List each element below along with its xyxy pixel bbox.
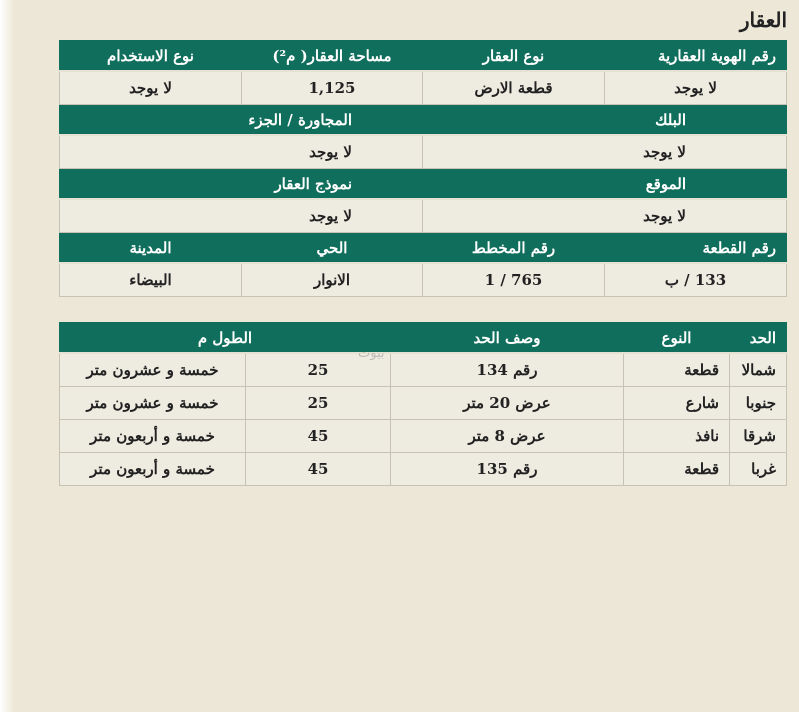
cell-length-number: 45 xyxy=(246,453,391,486)
header-property-type: نوع العقار xyxy=(423,41,605,72)
header-district: الحي xyxy=(242,233,423,264)
cell-type: قطعة xyxy=(624,353,730,387)
header-property-model: نموذج العقار xyxy=(60,169,423,200)
cell-length-words: خمسة و أربعون متر xyxy=(59,453,245,486)
header-location: الموقع xyxy=(423,169,787,200)
cell-boundary: شمالا xyxy=(730,353,787,387)
header-block: البلك xyxy=(423,105,787,136)
value-plot-number: 133 / ب xyxy=(605,263,787,297)
header-property-area: مساحة العقار( م²) xyxy=(242,41,423,72)
table-row xyxy=(59,353,786,387)
cell-boundary: غربا xyxy=(730,453,787,486)
header-usage-type: نوع الاستخدام xyxy=(60,41,242,72)
value-usage-type: لا يوجد xyxy=(60,71,242,105)
cell-description: رقم 135 xyxy=(391,453,624,486)
property-value-row-3 xyxy=(60,199,787,233)
cell-length-number: 45 xyxy=(246,420,391,453)
value-neighborhood-part: لا يوجد xyxy=(60,135,423,169)
cell-description: عرض 20 متر xyxy=(391,387,624,420)
header-property-id: رقم الهوية العقارية xyxy=(605,41,787,72)
cell-boundary: شرقا xyxy=(730,420,787,453)
boundaries-header-row xyxy=(59,323,786,354)
value-property-area: 1,125 xyxy=(242,71,423,105)
watermark-logo: بيوت xyxy=(358,346,385,361)
cell-length-number: 25 xyxy=(246,353,391,387)
cell-length-words: خمسة و عشرون متر xyxy=(59,353,245,387)
header-boundary: الحد xyxy=(730,323,787,354)
property-value-row-4 xyxy=(60,263,787,297)
cell-type: نافذ xyxy=(624,420,730,453)
value-property-id: لا يوجد xyxy=(605,71,787,105)
table-row xyxy=(59,420,786,453)
header-boundary-description: وصف الحد xyxy=(391,323,624,354)
table-row xyxy=(59,387,786,420)
property-header-row-2 xyxy=(60,105,787,136)
cell-type: قطعة xyxy=(624,453,730,486)
header-neighborhood-part: المجاورة / الجزء xyxy=(60,105,423,136)
cell-description: رقم 134 xyxy=(391,353,624,387)
page-title: العقار xyxy=(739,8,787,32)
header-city: المدينة xyxy=(60,233,242,264)
value-district: الانوار xyxy=(242,263,423,297)
cell-type: شارع xyxy=(624,387,730,420)
cell-length-number: 25 xyxy=(246,387,391,420)
boundaries-table xyxy=(59,322,787,486)
table-row xyxy=(59,453,786,486)
property-info-table xyxy=(59,40,787,297)
property-header-row-1 xyxy=(60,41,787,72)
cell-length-words: خمسة و عشرون متر xyxy=(59,387,245,420)
header-plot-number: رقم القطعة xyxy=(605,233,787,264)
cell-length-words: خمسة و أربعون متر xyxy=(59,420,245,453)
property-value-row-1 xyxy=(60,71,787,105)
page-edge xyxy=(0,0,14,712)
property-header-row-3 xyxy=(60,169,787,200)
value-block: لا يوجد xyxy=(423,135,787,169)
value-property-model: لا يوجد xyxy=(60,199,423,233)
value-plan-number: 765 / 1 xyxy=(423,263,605,297)
value-property-type: قطعة الارض xyxy=(423,71,605,105)
header-boundary-type: النوع xyxy=(624,323,730,354)
value-city: البيضاء xyxy=(60,263,242,297)
property-header-row-4 xyxy=(60,233,787,264)
value-location: لا يوجد xyxy=(423,199,787,233)
property-value-row-2 xyxy=(60,135,787,169)
cell-boundary: جنوبا xyxy=(730,387,787,420)
header-length: الطول م xyxy=(59,323,390,354)
header-plan-number: رقم المخطط xyxy=(423,233,605,264)
cell-description: عرض 8 متر xyxy=(391,420,624,453)
